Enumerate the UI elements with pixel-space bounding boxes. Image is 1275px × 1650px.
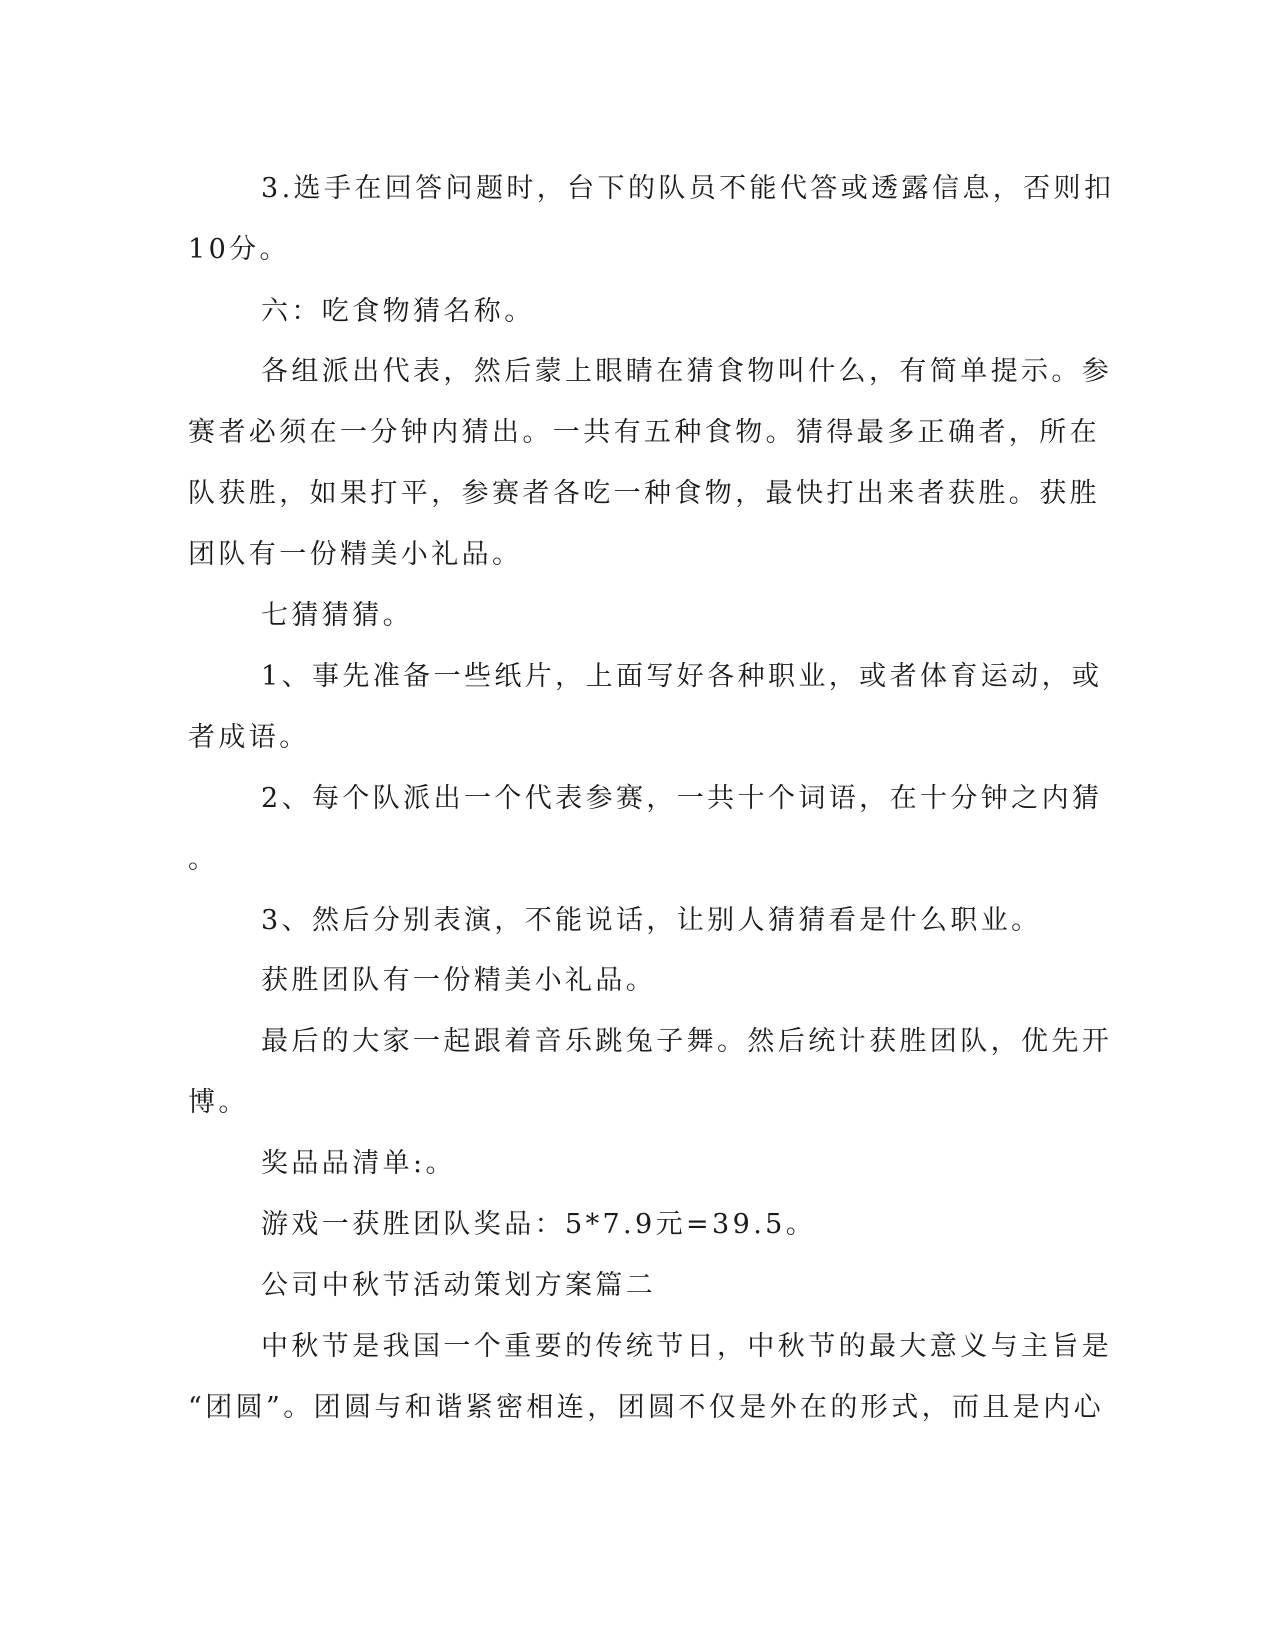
paragraph-line: 博。 xyxy=(188,1087,249,1118)
section-title: 公司中秋节活动策划方案篇二 xyxy=(261,1270,657,1301)
section-heading: 七猜猜猜。 xyxy=(261,600,413,631)
paragraph-line: 奖品品清单:。 xyxy=(261,1148,456,1179)
paragraph-line: 各组派出代表，然后蒙上眼睛在猜食物叫什么，有简单提示。参 xyxy=(261,356,1113,387)
paragraph-line: 赛者必须在一分钟内猜出。一共有五种食物。猜得最多正确者，所在 xyxy=(188,417,1100,448)
paragraph-line: 获胜团队有一份精美小礼品。 xyxy=(261,965,657,996)
paragraph-line: 3、然后分别表演，不能说话，让别人猜猜看是什么职业。 xyxy=(261,905,1042,936)
paragraph-line: 团队有一份精美小礼品。 xyxy=(188,539,523,570)
paragraph-line: 中秋节是我国一个重要的传统节日，中秋节的最大意义与主旨是 xyxy=(261,1331,1113,1362)
section-heading: 六：吃食物猜名称。 xyxy=(261,296,535,327)
paragraph-line: 。 xyxy=(188,844,219,875)
paragraph-line: 2、每个队派出一个代表参赛，一共十个词语，在十分钟之内猜 xyxy=(261,783,1103,814)
paragraph-line: 1、事先准备一些纸片，上面写好各种职业，或者体育运动，或 xyxy=(261,661,1103,692)
paragraph-line: 者成语。 xyxy=(188,722,310,753)
paragraph-line: 游戏一获胜团队奖品：5*7.9元=39.5。 xyxy=(261,1209,817,1240)
paragraph-line: “团圆”。团圆与和谐紧密相连，团圆不仅是外在的形式，而且是内心 xyxy=(188,1392,1105,1423)
paragraph-line: 3.选手在回答问题时，台下的队员不能代答或透露信息，否则扣 xyxy=(261,173,1115,204)
paragraph-line: 10分。 xyxy=(188,234,290,265)
paragraph-line: 最后的大家一起跟着音乐跳兔子舞。然后统计获胜团队，优先开 xyxy=(261,1026,1113,1057)
paragraph-line: 队获胜，如果打平，参赛者各吃一种食物，最快打出来者获胜。获胜 xyxy=(188,478,1100,509)
